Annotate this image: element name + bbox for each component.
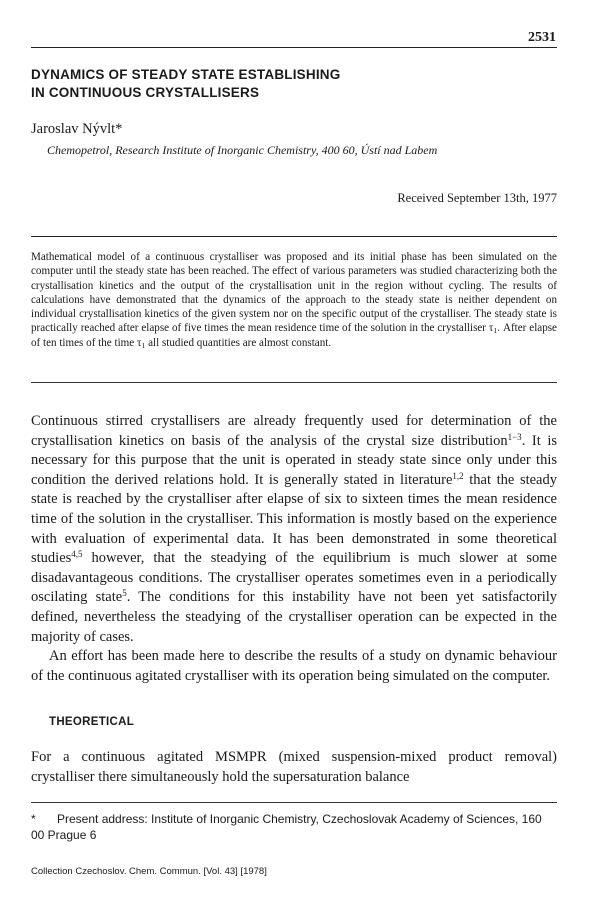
abstract-text: Mathematical model of a continuous crystalliser was proposed and its initial phase has been simulated on the computer until the steady state has been reached. The effect of various parameters was studied characterizing both the crystallisation kinetics and the output of the crystallisation unit in the region without cycling. The results of calculations have demonstrated that the dynamics of the approach to the steady state is neither dependent on individual crystallisation kinetics of the given system nor on the specific output of the crystalliser. The steady state is practically reached after elapse of five times the mean residence time of the solution in the crystalliser $\tau_1$. After elapse of ten times of the time $\tau_1$ all studied quantities are almost constant. xyxy=(31,251,557,350)
page-number: 2531 xyxy=(528,30,556,45)
footnote-rule xyxy=(31,802,557,803)
paragraph-2: An effort has been made here to describe the results of a study on dynamic behaviour of the continuous agitated crystalliser with its operation being simulated on the computer. xyxy=(31,648,557,684)
title-line-2: IN CONTINUOUS CRYSTALLISERS xyxy=(31,85,260,100)
citation: 5 xyxy=(122,588,127,599)
received-date: Received September 13th, 1977 xyxy=(397,191,557,205)
section-heading: THEORETICAL xyxy=(49,716,135,728)
footnote-marker: * xyxy=(31,812,36,826)
author-affiliation: Chemopetrol, Research Institute of Inorganic Chemistry, 400 60, Ústí nad Labem xyxy=(47,143,438,157)
article-title xyxy=(31,66,340,102)
section-paragraph: For a continuous agitated MSMPR (mixed suspension-mixed product removal) crystalliser there simultaneously hold the supersaturation balance xyxy=(31,749,557,785)
title-line-1: DYNAMICS OF STEADY STATE ESTABLISHING xyxy=(31,67,341,82)
abstract-top-rule xyxy=(31,236,557,237)
footnote xyxy=(31,811,557,843)
abstract xyxy=(31,250,557,350)
paragraph-1: Continuous stirred crystallisers are already frequently used for determination of the crystallisation kinetics on basis of the analysis of the crystal size distribution$^{1-3}$. It is necessary for this purpose that the unit is operated in steady state since only under this condition the derived relations hold. It is generally stated in literature$^{1,2}$ that the steady state is reached by the crystalliser after elapse of six to sixteen times the mean residence time of the solution in the crystalliser. This information is mostly based on the experience with evaluation of experimental data. It has been demonstrated in some theoretical studies$^{4,5}$ however, that the steadying of the equilibrium is much slower at some disadavantageous conditions. The crystalliser operates sometimes even in a periodically oscilating state$^5$. The conditions for this instability have not been yet satisfactorily defined, nevertheless the steadying of the crystalliser operation can be expected in the majority of cases. xyxy=(31,413,558,645)
citation: 1−3 xyxy=(507,431,522,442)
author-name: Jaroslav Nývlt* xyxy=(31,121,123,137)
journal-citation: Collection Czechoslov. Chem. Commun. [Vol. 43] [1978] xyxy=(31,866,267,877)
section-text xyxy=(31,748,557,787)
footnote-text: Present address: Institute of Inorganic Chemistry, Czechoslovak Academy of Sciences, 160 00 Prague 6 xyxy=(31,812,542,842)
citation: 4,5 xyxy=(71,549,83,560)
abstract-bottom-rule xyxy=(31,382,557,383)
introduction xyxy=(31,412,557,686)
header-rule xyxy=(31,47,557,48)
citation: 1,2 xyxy=(452,470,464,481)
